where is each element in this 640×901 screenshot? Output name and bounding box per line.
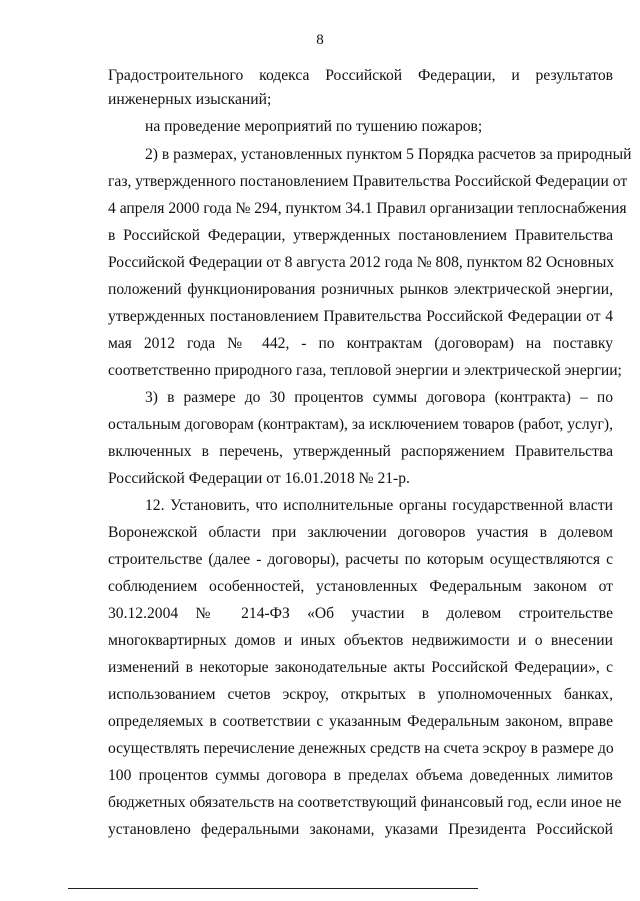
text-line: определяемых в соответствии с указанным Федеральным законом, вправе [108,713,613,730]
text-line: 30.12.2004 № 214-ФЗ «Об участии в долевом строительстве [108,605,613,622]
text-line: утвержденных постановлением Правительства Российской Федерации от 4 [108,308,613,325]
text-line: соответственно природного газа, тепловой энергии и электрической энергии; [108,362,622,379]
text-line: газ, утвержденного постановлением Правительства Российской Федерации от [108,173,628,190]
text-line: положений функционирования розничных рынков электрической энергии, [108,281,613,298]
text-line: остальным договорам (контрактам), за исключением товаров (работ, услуг), [108,416,613,433]
text-line: осуществлять перечисление денежных средств на счета эскроу в размере до [108,740,614,757]
text-line: 4 апреля 2000 года № 294, пунктом 34.1 Правил организации теплоснабжения [108,200,627,217]
text-line: Градостроительного кодекса Российской Федерации, и результатов [108,67,613,84]
text-line: инженерных изысканий; [108,91,272,108]
text-line: многоквартирных домов и иных объектов недвижимости и о внесении [108,632,613,649]
footer-divider [68,888,478,889]
text-line: 100 процентов суммы договора в пределах объема доведенных лимитов [108,767,613,784]
text-line: использованием счетов эскроу, открытых в уполномоченных банках, [108,686,613,703]
text-line: мая 2012 года № 442, - по контрактам (договорам) на поставку [108,335,613,352]
text-line: изменений в некоторые законодательные акты Российской Федерации», с [108,659,613,676]
text-line: установлено федеральными законами, указами Президента Российской [108,821,613,838]
text-line: 12. Установить, что исполнительные органы государственной власти [145,497,613,514]
text-line: бюджетных обязательств на соответствующий финансовый год, если иное не [108,794,622,811]
text-line: Воронежской области при заключении договоров участия в долевом [108,524,613,541]
text-line: 3) в размере до 30 процентов суммы договора (контракта) – по [145,389,613,406]
text-line: Российской Федерации от 8 августа 2012 года № 808, пунктом 82 Основных [108,254,615,271]
text-line: в Российской Федерации, утвержденных постановлением Правительства [108,227,613,244]
page-number: 8 [316,32,324,48]
text-line: Российской Федерации от 16.01.2018 № 21-р. [108,470,410,487]
text-line: 2) в размерах, установленных пунктом 5 Порядка расчетов за природный [145,146,632,163]
text-line: на проведение мероприятий по тушению пожаров; [145,118,483,135]
text-line: соблюдением особенностей, установленных Федеральным законом от [108,578,613,595]
text-line: включенных в перечень, утвержденный распоряжением Правительства [108,443,613,460]
text-line: строительстве (далее - договоры), расчеты по которым осуществляются с [108,551,613,568]
